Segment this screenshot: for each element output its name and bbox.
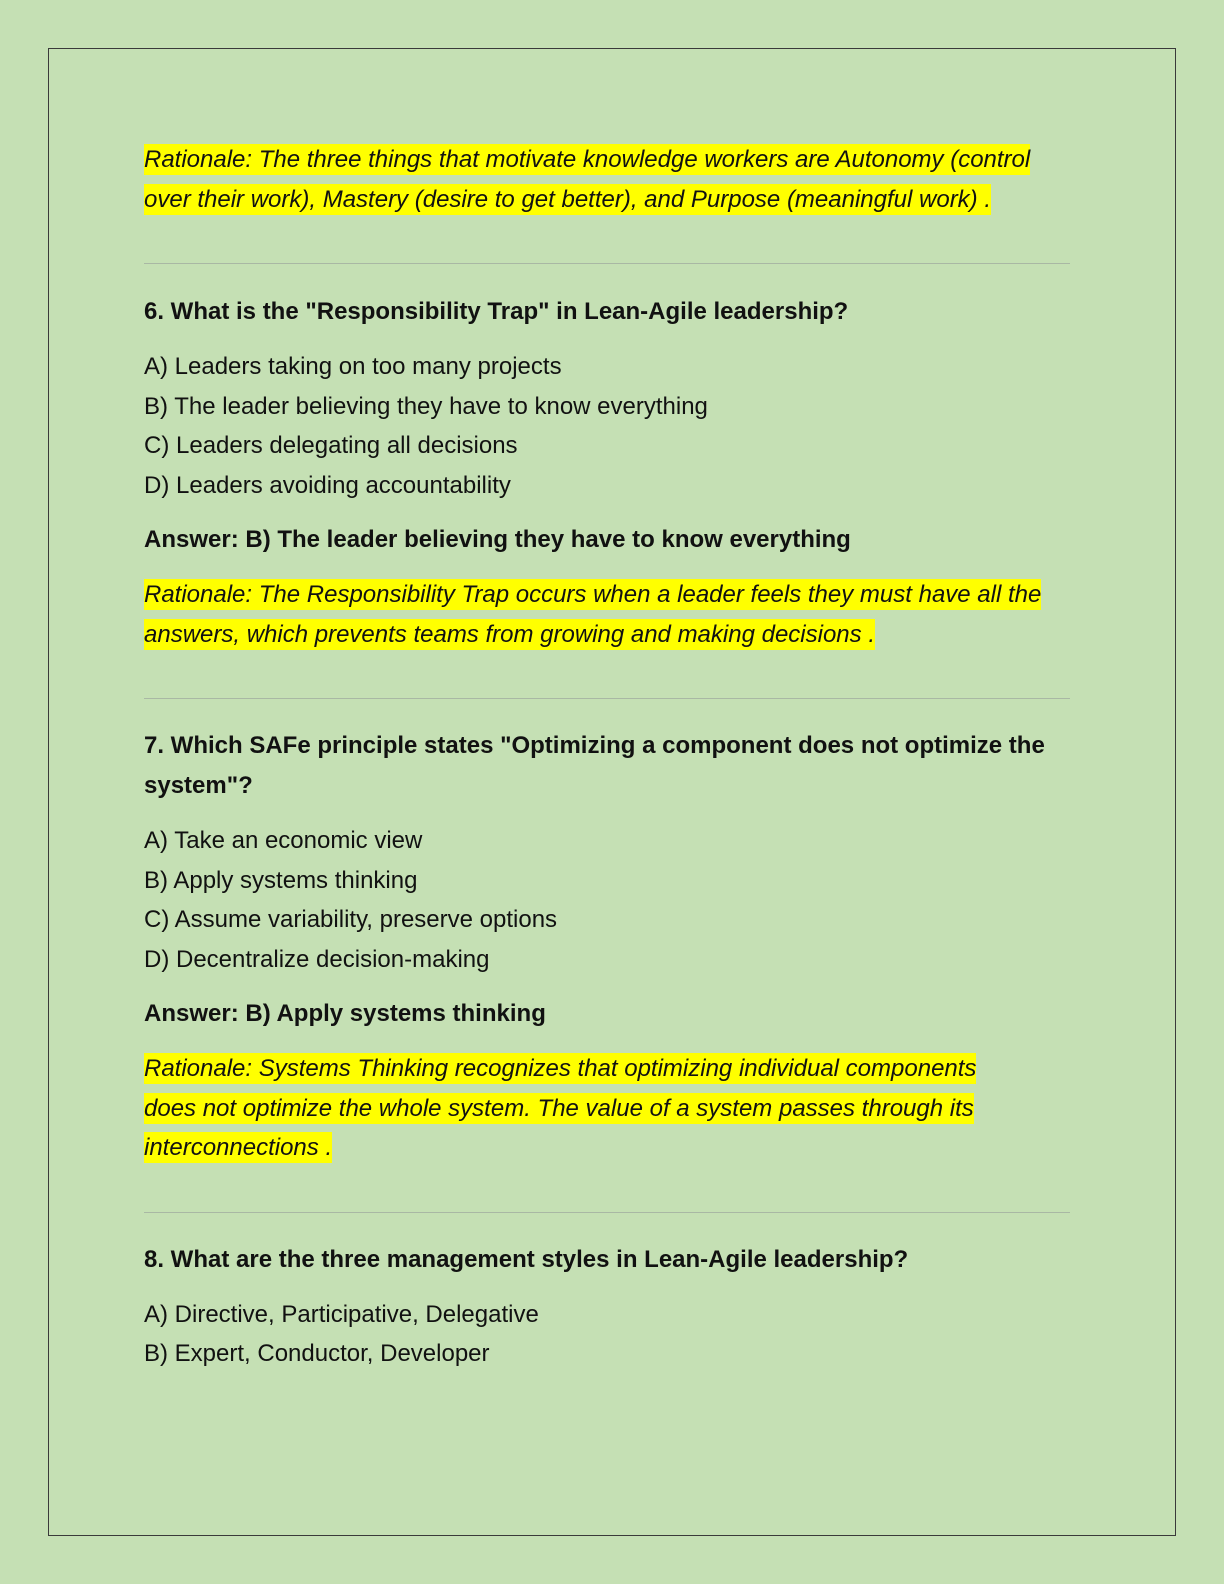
question-6-text: 6. What is the "Responsibility Trap" in Lean-Agile leadership? <box>144 298 849 325</box>
rationale-q6 <box>144 575 1044 654</box>
section-divider <box>144 698 1070 699</box>
answer-6: Answer: B) The leader believing they have to know everything <box>144 526 851 553</box>
rationale-q7-text: Rationale: Systems Thinking recognizes that optimizing individual components does not optimize the whole system. The value of a system passes through its interconnections . <box>144 1055 977 1161</box>
option-c: C) Leaders delegating all decisions <box>144 432 518 459</box>
option-a: A) Directive, Participative, Delegative <box>144 1300 539 1328</box>
question-block-7 <box>144 726 1084 1168</box>
answer-7: Answer: B) Apply systems thinking <box>144 1000 546 1027</box>
option-a: A) Take an economic view <box>144 827 423 854</box>
option-b: B) Expert, Conductor, Developer <box>144 1340 490 1367</box>
question-7-text: 7. Which SAFe principle states "Optimizing a component does not optimize the system"? <box>144 732 1045 799</box>
option-a: A) Leaders taking on too many projects <box>144 353 562 380</box>
rationale-q6-text: Rationale: The Responsibility Trap occurs when a leader feels they must have all the answers, which prevents teams from growing and making decisions . <box>144 581 1042 648</box>
rationale-q7 <box>144 1049 1024 1168</box>
section-divider <box>144 1212 1070 1213</box>
option-b: B) Apply systems thinking <box>144 866 418 894</box>
question-block-8 <box>144 1240 1084 1374</box>
question-block-6 <box>144 292 1084 654</box>
option-c: C) Assume variability, preserve options <box>144 906 558 933</box>
question-8-text: 8. What are the three management styles in Lean-Agile leadership? <box>144 1245 909 1273</box>
document-content <box>144 140 1084 1374</box>
question-6-options <box>144 347 1084 505</box>
option-b: B) The leader believing they have to know everything <box>144 392 708 420</box>
rationale-q5 <box>144 140 1064 219</box>
section-divider <box>144 263 1070 264</box>
question-8-options <box>144 1295 1084 1374</box>
option-d: D) Decentralize decision-making <box>144 945 490 973</box>
option-d: D) Leaders avoiding accountability <box>144 471 511 499</box>
rationale-q5-text: Rationale: The three things that motivate knowledge workers are Autonomy (control over their work), Mastery (desire to get better), and Purpose (meaningful work) . <box>144 146 1031 213</box>
question-7-options <box>144 821 1084 979</box>
